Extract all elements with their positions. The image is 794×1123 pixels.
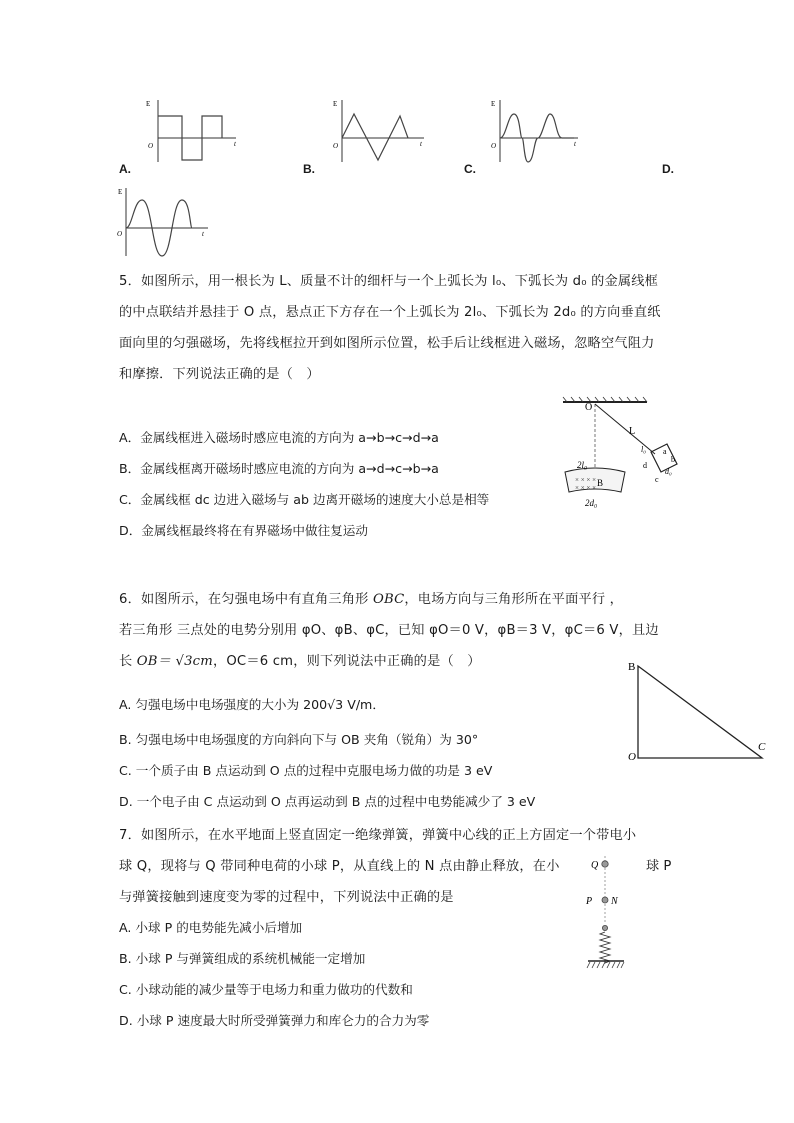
triangle-wave-graph (330, 96, 430, 166)
rod-l-label: L (629, 426, 636, 437)
vertex-b-label: B (628, 661, 636, 673)
pivot-o-label: O (585, 402, 593, 413)
q7-option-a: A. 小球 P 的电势能先减小后增加 (119, 920, 303, 935)
axis-t-label: t (202, 230, 204, 238)
q5-option-a: A．金属线框进入磁场时感应电流的方向为 a→b→c→d→a (119, 430, 439, 445)
q5-option-b: B．金属线框离开磁场时感应电流的方向为 a→d→c→b→a (119, 461, 439, 476)
axis-o-label: O (491, 142, 497, 150)
axis-e-label: E (491, 100, 496, 108)
q6-line1-suffix: ，电场方向与三角形所在平面平行 ， (404, 592, 624, 607)
square-wave-graph (140, 96, 240, 166)
ball-p-label: P (586, 896, 593, 907)
q4-graph-b (330, 96, 430, 166)
axis-o-label: O (333, 142, 339, 150)
q6-line1-prefix: 6．如图所示，在匀强电场中有直角三角形 (119, 592, 373, 607)
axis-t-label: t (420, 140, 422, 148)
axis-t-label: t (574, 140, 576, 148)
right-triangle-diagram (624, 654, 774, 764)
point-n-label: N (611, 896, 618, 907)
field-crosses-row2: × × × × (575, 484, 597, 492)
q5-pendulum-figure (555, 394, 695, 514)
q5-option-d: D．金属线框最终将在有界磁场中做往复运动 (119, 523, 368, 538)
q5-stem-line1: 5．如图所示，用一根长为 L、质量不计的细杆与一个上弧长为 l₀、下弧长为 d₀ 的金属线框 (119, 274, 659, 289)
option-a-label: A. (119, 162, 131, 176)
corner-a-label: a (663, 447, 667, 456)
q5-stem-line4: 和摩擦．下列说法正确的是（ ） (119, 367, 320, 382)
option-b-label: B. (303, 162, 315, 176)
vertex-c-label: C (758, 741, 766, 753)
axis-e-label: E (146, 100, 151, 108)
q5-stem-line3: 面向里的匀强磁场，先将线框拉开到如图所示位置，松手后让线框进入磁场，忽略空气阻力 (119, 336, 655, 351)
q7-stem-line2a: 球 Q，现将与 Q 带同种电荷的小球 P，从直线上的 N 点由静止释放，在小 (119, 859, 560, 874)
q7-spring-figure (578, 850, 638, 972)
sine-wave-graph (112, 184, 212, 260)
spring-diagram (578, 850, 638, 972)
q6-ob-length: OB＝ √3cm (136, 654, 213, 669)
arc-l0-label: l₀ (641, 445, 647, 454)
q6-stem-line2: 若三角形 三点处的电势分别用 φO、φB、φC，已知 φO＝0 V，φB＝3 V，φC＝6 V，且边 (119, 623, 659, 638)
option-d-label: D. (662, 162, 674, 176)
q6-option-a: A. 匀强电场中电场强度的大小为 200√3 V/m． (119, 697, 385, 712)
q7-option-b: B. 小球 P 与弹簧组成的系统机械能一定增加 (119, 951, 366, 966)
field-bottom-arc-label: 2d₀ (585, 498, 598, 508)
q7-stem-line2b: 球 P (646, 859, 672, 874)
q5-stem-line2: 的中点联结并悬挂于 O 点，悬点正下方存在一个上弧长为 2l₀、下弧长为 2d₀ 的方向垂直纸 (119, 305, 661, 320)
q4-graph-d (112, 184, 212, 260)
axis-o-label: O (148, 142, 154, 150)
arc-d0-label: d₀ (665, 467, 672, 476)
q6-stem-line3 (119, 650, 481, 669)
axis-t-label: t (234, 140, 236, 148)
pendulum-diagram (555, 394, 695, 514)
q6-triangle-figure (624, 654, 774, 764)
q6-triangle-name: OBC (372, 592, 405, 607)
field-top-arc-label: 2l₀ (577, 460, 588, 470)
q7-option-c: C. 小球动能的减少量等于电场力和重力做功的代数和 (119, 982, 413, 997)
axis-e-label: E (118, 188, 123, 196)
field-b-label: B (597, 478, 604, 488)
q6-option-b: B. 匀强电场中电场强度的方向斜向下与 OB 夹角（锐角）为 30° (119, 732, 479, 747)
pulse-wave-graph (488, 96, 588, 166)
q7-stem-line1: 7．如图所示，在水平地面上竖直固定一绝缘弹簧，弹簧中心线的正上方固定一个带电小 (119, 828, 637, 843)
field-crosses-row1: × × × × (575, 476, 597, 484)
corner-d-label: d (643, 461, 647, 470)
q4-graph-c (488, 96, 588, 166)
q6-line3-prefix: 长 (119, 654, 137, 669)
q7-stem-line3: 与弹簧接触到速度变为零的过程中，下列说法中正确的是 (119, 890, 454, 905)
q6-option-d: D. 一个电子由 C 点运动到 O 点再运动到 B 点的过程中电势能减少了 3 eV (119, 794, 536, 809)
q6-option-c: C. 一个质子由 B 点运动到 O 点的过程中克服电场力做的功是 3 eV (119, 763, 493, 778)
corner-b-label: b (671, 455, 675, 464)
q4-graph-a (140, 96, 240, 166)
corner-c-label: c (655, 475, 659, 484)
vertex-o-label: O (628, 751, 636, 763)
q6-line3-suffix: ，OC＝6 cm，则下列说法中正确的是（ ） (212, 654, 481, 669)
q7-option-d: D. 小球 P 速度最大时所受弹簧弹力和库仑力的合力为零 (119, 1013, 430, 1028)
q5-option-c: C．金属线框 dc 边进入磁场与 ab 边离开磁场的速度大小总是相等 (119, 492, 490, 507)
option-c-label: C. (464, 162, 476, 176)
axis-o-label: O (117, 230, 123, 238)
q6-stem-line1 (119, 588, 623, 607)
axis-e-label: E (333, 100, 338, 108)
charge-q-label: Q (591, 860, 599, 871)
